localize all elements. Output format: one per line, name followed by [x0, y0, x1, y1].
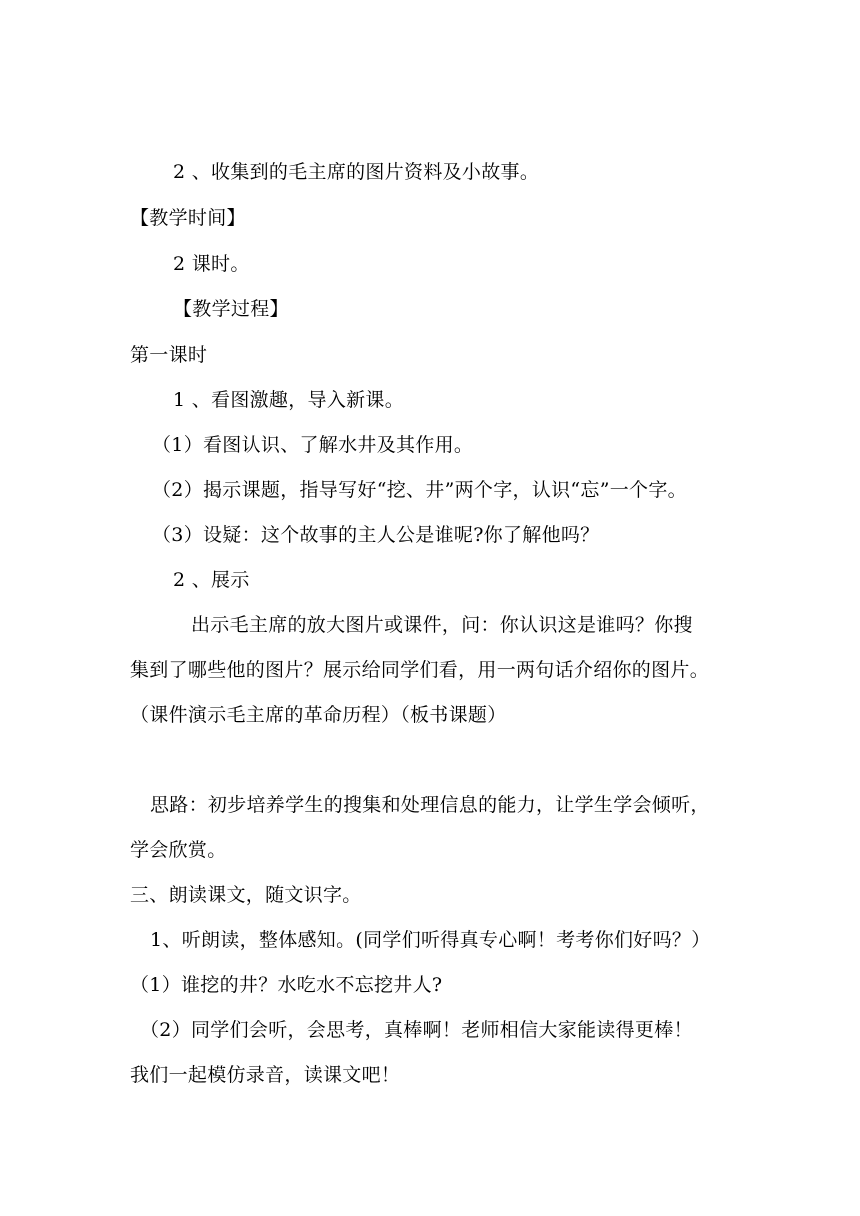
text-line-step-1-2: （2）揭示课题，指导写好“挖、井”两个字，认识“忘”一个字。 [152, 479, 687, 501]
heading-first-lesson: 第一课时 [130, 344, 208, 366]
heading-teaching-process: 【教学过程】 [173, 298, 289, 320]
text-line-step-1-3: （3）设疑：这个故事的主人公是谁呢?你了解他吗？ [152, 524, 600, 546]
text-line-display-2: 集到了哪些他的图片？展示给同学们看，用一两句话介绍你的图片。 [130, 659, 710, 681]
text-line-step-1-1: （1）看图认识、了解水井及其作用。 [152, 434, 474, 456]
text-line-idea-1: 思路：初步培养学生的搜集和处理信息的能力，让学生学会倾听， [150, 794, 710, 816]
text-line-prep-item-2: 2 、收集到的毛主席的图片资料及小故事。 [173, 161, 540, 183]
heading-teaching-time: 【教学时间】 [130, 207, 246, 229]
text-line-step-1: 1 、看图激趣，导入新课。 [173, 389, 405, 411]
text-line-idea-2: 学会欣赏。 [130, 839, 227, 861]
text-line-question-1: （1）谁挖的井？水吃水不忘挖井人? [130, 974, 443, 996]
text-line-class-hours: 2 课时。 [173, 253, 250, 275]
text-line-read-together: 我们一起模仿录音，读课文吧！ [130, 1064, 401, 1086]
text-line-step-2: 2 、展示 [173, 569, 250, 591]
text-line-question-2: （2）同学们会听，会思考，真棒啊！老师相信大家能读得更棒！ [140, 1019, 693, 1041]
text-line-display-1: 出示毛主席的放大图片或课件，问：你认识这是谁吗？你搜 [191, 614, 693, 636]
text-line-display-3: （课件演示毛主席的革命历程）（板书课题） [130, 704, 507, 726]
heading-section-3: 三、朗读课文，随文识字。 [130, 884, 362, 906]
text-line-listen: 1、听朗读，整体感知。(同学们听得真专心啊！考考你们好吗？） [150, 929, 711, 951]
